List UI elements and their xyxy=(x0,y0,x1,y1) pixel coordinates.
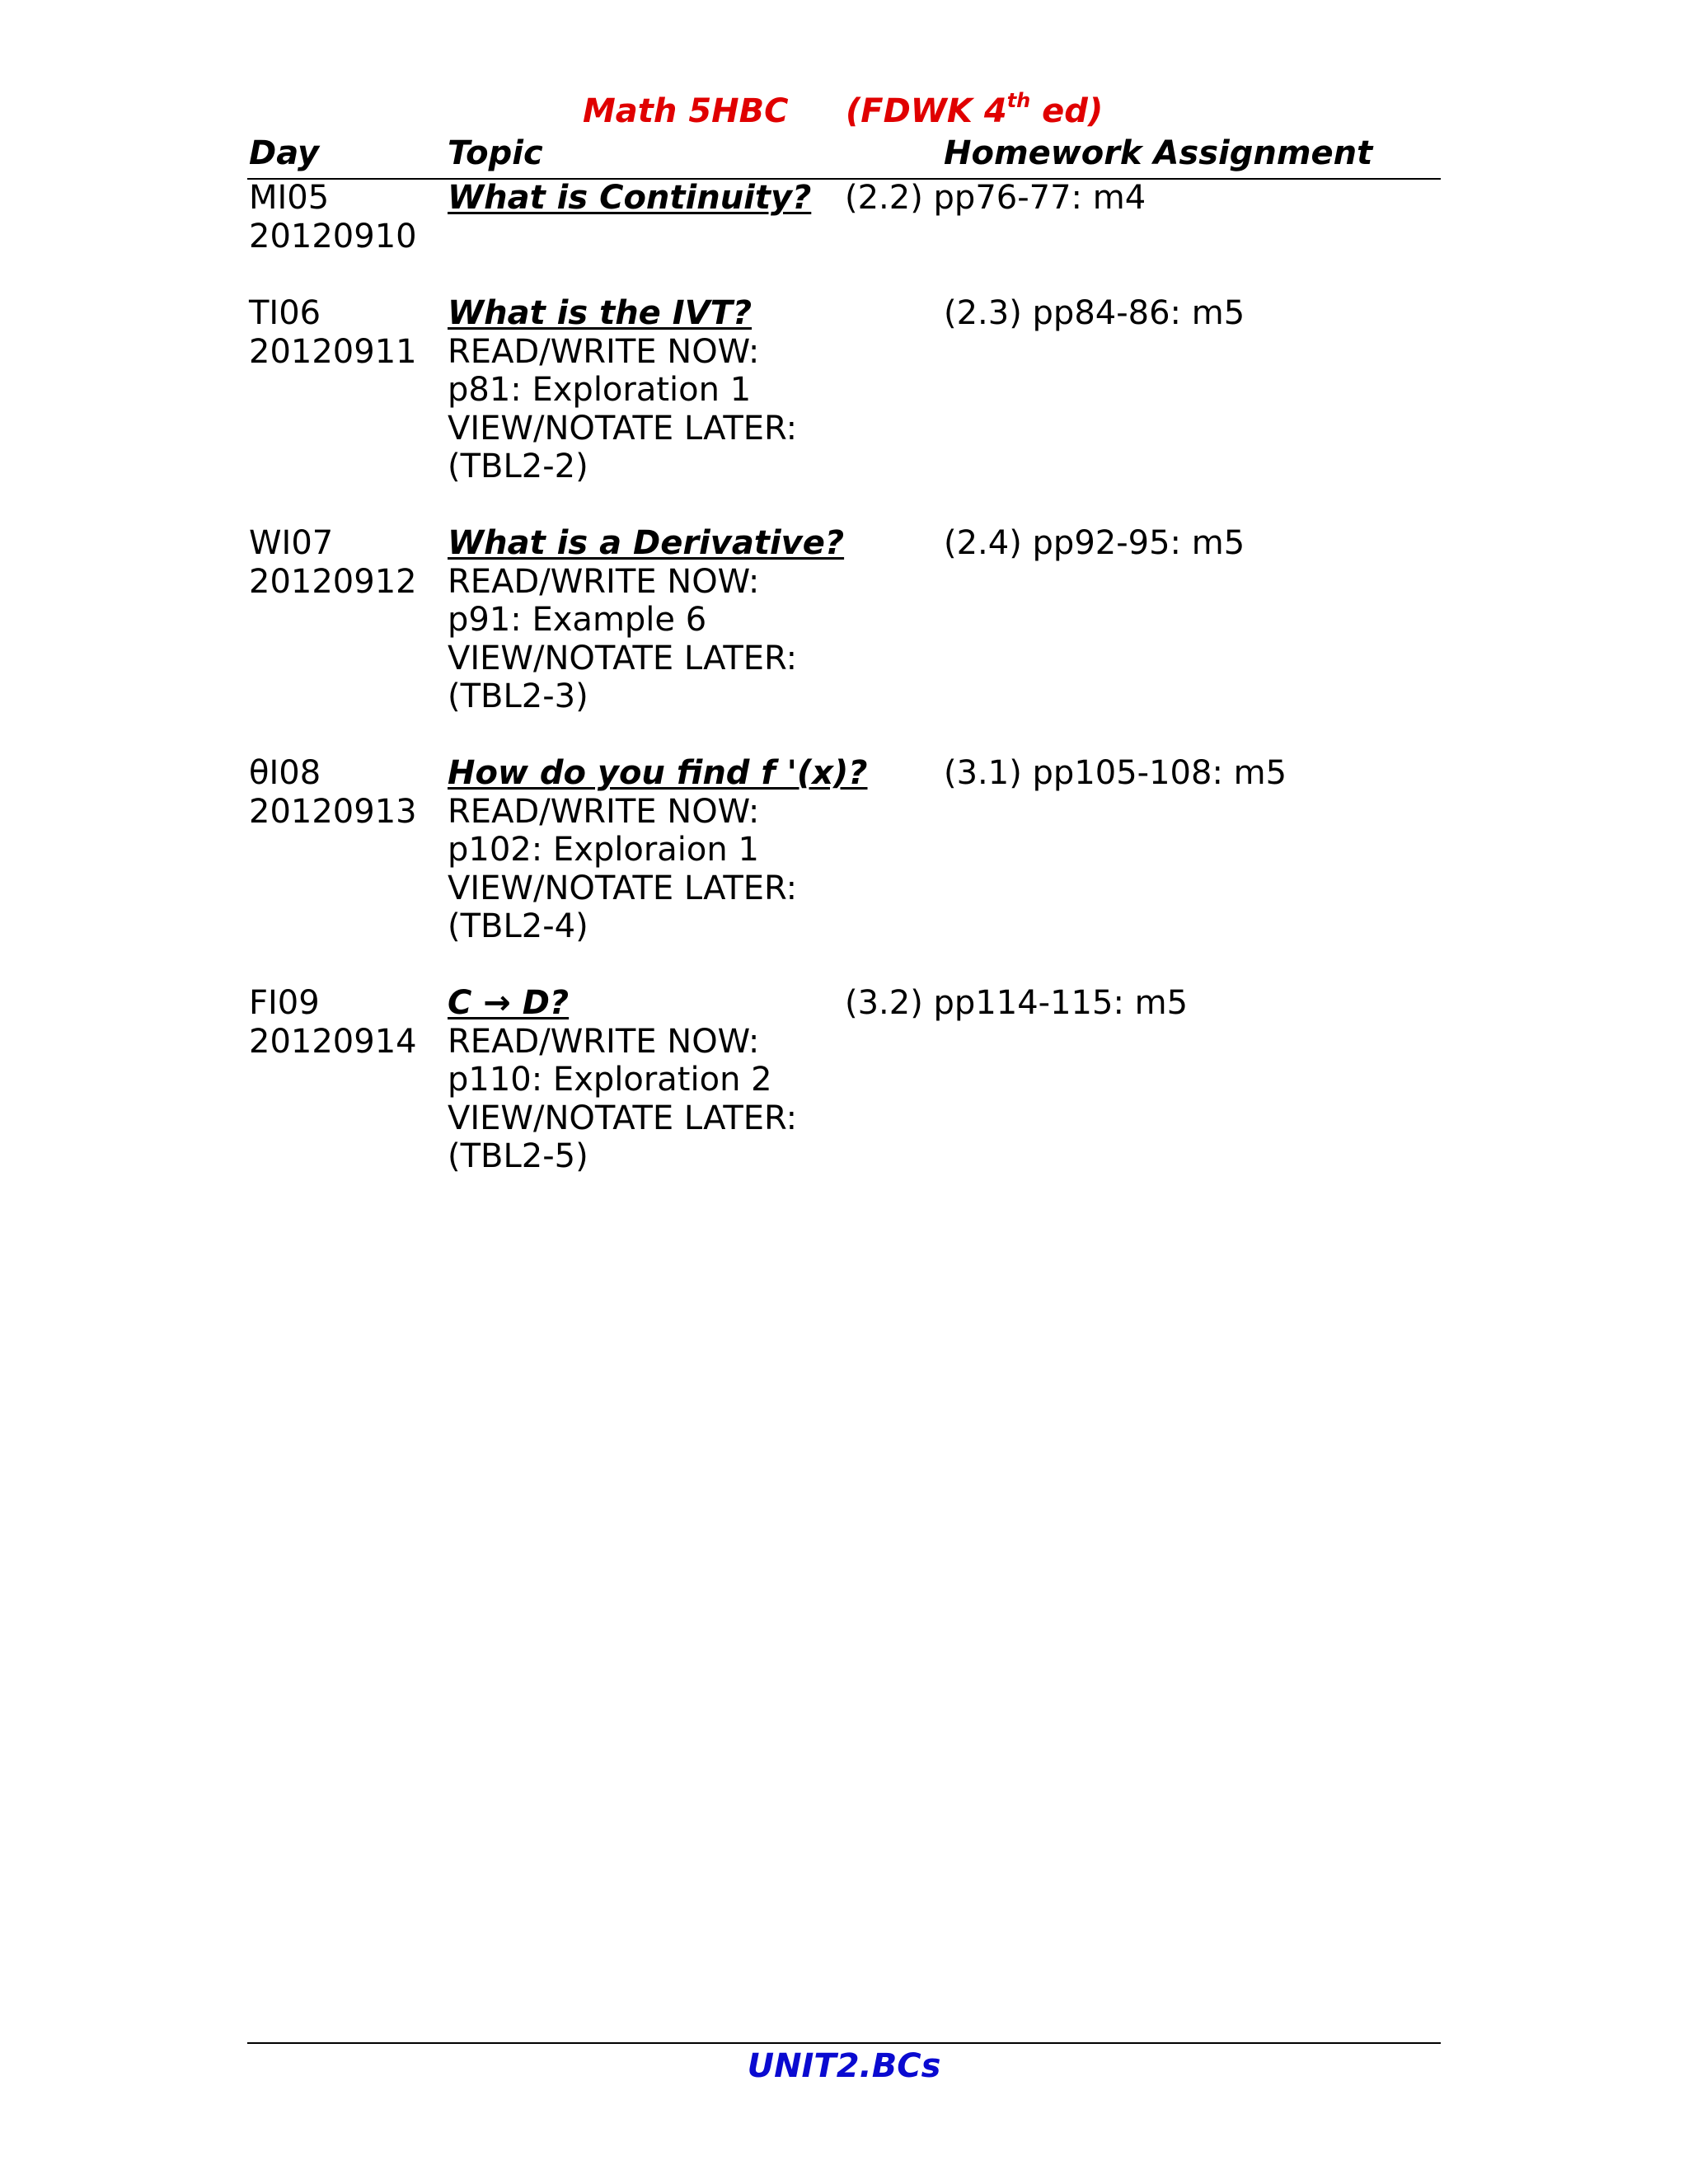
day-cell xyxy=(249,294,417,371)
topic-title: What is a Derivative? xyxy=(448,524,845,562)
topic-line: p110: Exploration 2 xyxy=(448,1061,772,1099)
homework-cell: (2.4) pp92-95: m5 xyxy=(944,524,1245,562)
topic-cell xyxy=(448,754,868,946)
day-date: 20120911 xyxy=(249,332,417,371)
day-code: WI07 xyxy=(249,524,334,562)
topic-title: C → D? xyxy=(448,984,570,1022)
day-date: 20120912 xyxy=(249,562,417,601)
topic-line: p81: Exploration 1 xyxy=(448,371,752,409)
topic-line: READ/WRITE NOW: xyxy=(448,1022,760,1061)
textbook-edition xyxy=(846,89,1104,130)
topic-title: What is the IVT? xyxy=(448,294,753,332)
topic-line: (TBL2-2) xyxy=(448,448,588,485)
textbook-prefix: (FDWK 4 xyxy=(846,92,1007,130)
topic-line: (TBL2-4) xyxy=(448,907,588,945)
homework-cell: (3.1) pp105-108: m5 xyxy=(944,754,1287,792)
topic-line: VIEW/NOTATE LATER: xyxy=(448,1099,798,1137)
day-cell xyxy=(249,179,417,255)
homework-cell: (2.3) pp84-86: m5 xyxy=(944,294,1245,332)
homework-cell: (3.2) pp114-115: m5 xyxy=(845,984,1189,1022)
header-topic: Topic xyxy=(448,134,543,172)
footer-divider xyxy=(247,2042,1441,2044)
topic-cell xyxy=(448,294,797,486)
day-code: MI05 xyxy=(249,179,330,217)
column-headers xyxy=(247,132,1441,180)
header-day: Day xyxy=(249,134,320,172)
textbook-superscript: th xyxy=(1006,89,1031,112)
footer-unit-label: UNIT2.BCs xyxy=(747,2047,941,2085)
textbook-suffix: ed) xyxy=(1030,92,1104,130)
topic-line: READ/WRITE NOW: xyxy=(448,332,760,371)
topic-line: (TBL2-3) xyxy=(448,677,588,715)
topic-title: What is Continuity? xyxy=(448,179,812,217)
day-date: 20120914 xyxy=(249,1022,417,1061)
topic-line: p91: Example 6 xyxy=(448,601,707,639)
day-code: θI08 xyxy=(249,754,321,792)
topic-cell xyxy=(448,179,811,218)
day-cell xyxy=(249,524,417,601)
day-date: 20120910 xyxy=(249,217,417,255)
topic-line: READ/WRITE NOW: xyxy=(448,792,760,831)
homework-cell: (2.2) pp76-77: m4 xyxy=(845,179,1146,217)
topic-line: VIEW/NOTATE LATER: xyxy=(448,409,798,448)
topic-cell xyxy=(448,524,844,716)
topic-line: VIEW/NOTATE LATER: xyxy=(448,639,798,677)
day-code: FI09 xyxy=(249,984,320,1022)
course-name: Math 5HBC xyxy=(583,92,789,130)
topic-title: How do you find f '(x)? xyxy=(448,754,868,792)
day-cell xyxy=(249,984,417,1061)
topic-line: READ/WRITE NOW: xyxy=(448,562,760,601)
header-homework: Homework Assignment xyxy=(944,134,1373,172)
topic-line: p102: Exploraion 1 xyxy=(448,831,759,869)
day-code: TI06 xyxy=(249,294,321,332)
day-cell xyxy=(249,754,417,831)
topic-line: (TBL2-5) xyxy=(448,1137,588,1175)
topic-line: VIEW/NOTATE LATER: xyxy=(448,869,798,907)
topic-cell xyxy=(448,984,797,1176)
day-date: 20120913 xyxy=(249,792,417,831)
